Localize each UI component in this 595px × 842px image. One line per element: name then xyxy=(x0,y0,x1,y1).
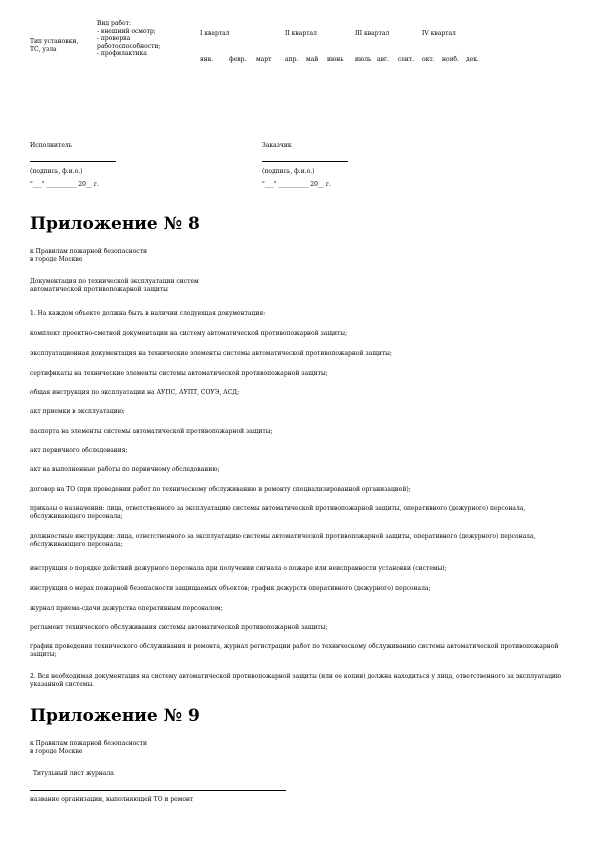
paragraph: общая инструкция по эксплуатации на АУПС, АУПТ, СОУЭ, АСД; xyxy=(30,389,240,396)
paragraph: график проведения технического обслуживания и ремонта, журнал регистрации работ по техническому обслуживанию системы автоматической противопожарной защиты; xyxy=(30,643,559,658)
work-type-line: работоспособности; xyxy=(97,42,161,50)
paragraph: приказы о назначении: лица, ответственного за эксплуатацию системы автоматической противопожарной защиты, оперативного (дежурного) персонала, обслуживающего персонала; xyxy=(30,505,526,520)
month-label: июнь xyxy=(327,56,344,63)
paragraph: 2. Вся необходимая документация на систему автоматической противопожарной защиты (или ее копии) должна находиться у лица, ответственного за эксплуатацию указанной системы. xyxy=(30,673,562,688)
signature-caption: (подпись, ф.и.о.) xyxy=(262,168,315,175)
signature-date: "___" __________ 20__ г. xyxy=(30,181,99,188)
month-label: апр. xyxy=(285,56,299,63)
work-type-line: - профилактика xyxy=(97,50,147,57)
work-type-label xyxy=(97,20,160,58)
installation-type-line: Тип установки, xyxy=(30,38,79,45)
signature-date: "___" __________ 20__ г. xyxy=(262,181,331,188)
month-label: янв. xyxy=(200,56,214,63)
work-type-line: - внешний осмотр; xyxy=(97,27,156,35)
quarter-label: III квартал xyxy=(355,30,390,37)
signature-line xyxy=(262,161,348,162)
doc-title-line: Документация по технической эксплуатации систем xyxy=(30,278,199,285)
paragraph: акт на выполненные работы по первичному обследованию; xyxy=(30,466,220,473)
paragraph: регламент технического обслуживания системы автоматической противопожарной защиты; xyxy=(30,624,328,631)
paragraph: инструкция о порядке действий дежурного персонала при получении сигнала о пожаре или неисправности установки (системы); xyxy=(30,565,447,572)
appendix-9-heading: Приложение № 9 xyxy=(30,706,200,726)
signature-line xyxy=(30,161,116,162)
appendix-8-reference xyxy=(30,248,147,263)
paragraph: акт первичного обследования; xyxy=(30,447,128,454)
title-page-label: Титульный лист журнала xyxy=(33,770,114,777)
quarter-label: IV квартал xyxy=(422,30,456,37)
paragraph: эксплуатационная документация на технические элементы системы автоматической противопожарной защиты; xyxy=(30,350,392,357)
paragraph: паспорта на элементы системы автоматической противопожарной защиты; xyxy=(30,428,273,435)
reference-line: к Правилам пожарной безопасности xyxy=(30,740,147,747)
paragraph: договор на ТО (при проведении работ по техническому обслуживанию и ремонту специализированной организацией); xyxy=(30,486,411,493)
organization-name-line xyxy=(30,790,286,791)
paragraph: акт приемки в эксплуатацию; xyxy=(30,408,125,415)
quarter-label: II квартал xyxy=(285,30,317,37)
work-type-line: Вид работ: xyxy=(97,20,131,27)
reference-line: в городе Москве xyxy=(30,255,83,263)
appendix-9-reference xyxy=(30,740,147,755)
installation-type-line: ТС, узла xyxy=(30,45,57,53)
appendix-8-heading: Приложение № 8 xyxy=(30,214,200,234)
quarter-label: I квартал xyxy=(200,30,230,37)
reference-line: в городе Москве xyxy=(30,747,83,755)
month-label: дек. xyxy=(466,56,479,63)
paragraph: комплект проектно-сметной документации на систему автоматической противопожарной защиты; xyxy=(30,330,348,337)
month-label: май xyxy=(306,56,319,63)
paragraph: должностные инструкции: лица, ответственного за эксплуатацию системы автоматической противопожарной защиты, оперативного (дежурного) персонала, обслуживающего персонала; xyxy=(30,533,536,548)
month-label: март xyxy=(256,56,272,63)
signature-title: Заказчик xyxy=(262,142,292,149)
signature-caption: (подпись, ф.и.о.) xyxy=(30,168,83,175)
work-type-line: - проверка xyxy=(97,35,131,42)
doc-title-line: автоматической противопожарной защиты xyxy=(30,285,168,293)
organization-caption: название организации, выполняющей ТО и ремонт xyxy=(30,796,194,803)
paragraph: журнал приема-сдачи дежурства оперативным персоналом; xyxy=(30,605,223,612)
month-label: нояб. xyxy=(442,56,459,63)
month-label: февр. xyxy=(229,56,247,63)
installation-type-label xyxy=(30,38,78,53)
month-label: авг. xyxy=(377,56,390,63)
month-label: окт. xyxy=(422,56,435,63)
signature-title: Исполнитель xyxy=(30,142,72,149)
month-label: сент. xyxy=(398,56,415,63)
month-label: июль xyxy=(355,56,372,63)
paragraph: 1. На каждом объекте должна быть в наличии следующая документация: xyxy=(30,310,266,317)
paragraph: инструкция о мерах пожарной безопасности защищаемых объектов; график дежурств оперативного (дежурного) персонала; xyxy=(30,585,431,592)
appendix-8-doc-title xyxy=(30,278,199,293)
reference-line: к Правилам пожарной безопасности xyxy=(30,248,147,255)
paragraph: сертификаты на технические элементы системы автоматической противопожарной защиты; xyxy=(30,370,328,377)
